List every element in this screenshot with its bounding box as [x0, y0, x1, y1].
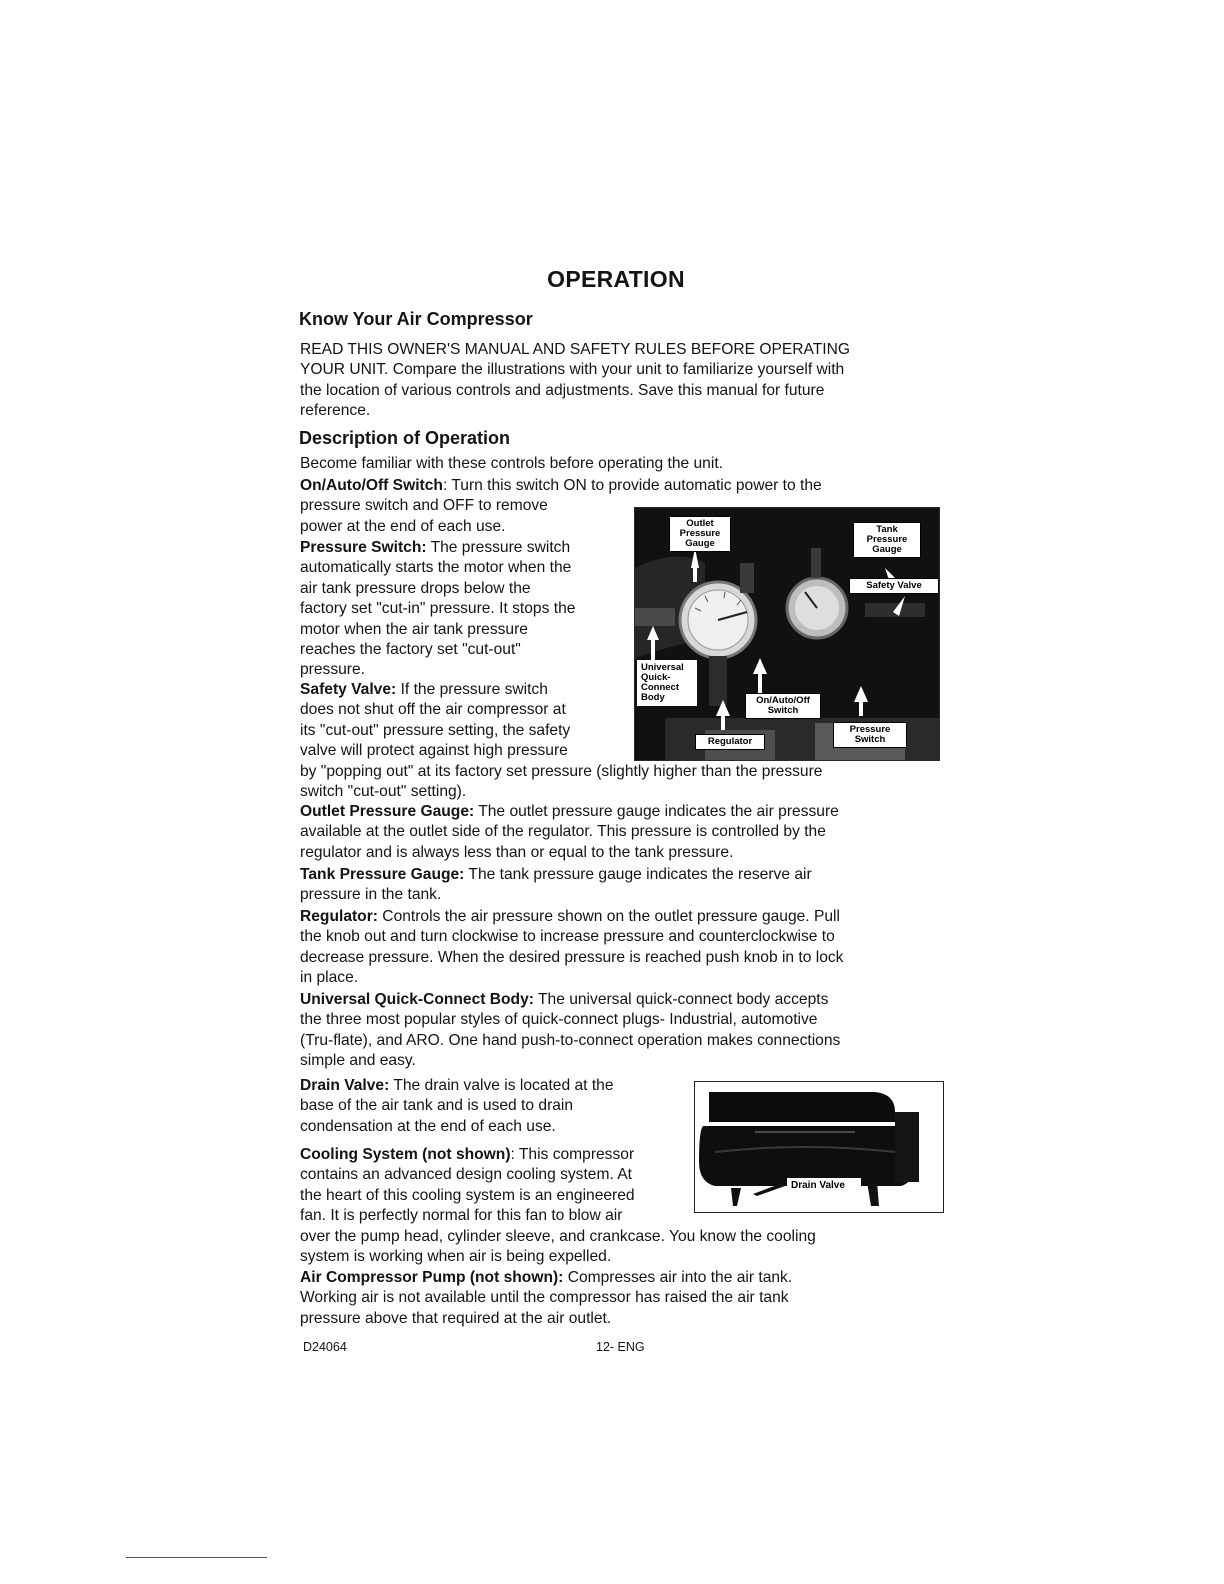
- regulator-paragraph: [300, 907, 843, 989]
- drain-valve-line: condensation at the end of each use.: [300, 1117, 556, 1135]
- safety-valve-line: switch "cut-out" setting).: [300, 783, 467, 801]
- callout-line: Gauge: [872, 544, 902, 555]
- callout-drain-valve: Drain Valve: [791, 1180, 845, 1191]
- pressure-switch-line: factory set "cut-in" pressure. It stops the: [300, 600, 576, 618]
- pressure-switch-line: automatically starts the motor when the: [300, 559, 572, 577]
- intro-line: the location of various controls and adjustments. Save this manual for future: [300, 381, 825, 399]
- pressure-switch-line: air tank pressure drops below the: [300, 579, 531, 597]
- drain-valve-paragraph: [300, 1076, 614, 1137]
- quick-connect-text: The universal quick-connect body accepts: [533, 991, 829, 1008]
- cooling-system-line: fan. It is perfectly normal for this fan to blow air: [300, 1207, 623, 1225]
- tank-gauge-line: pressure in the tank.: [300, 886, 442, 904]
- callout-line: On/Auto/Off: [756, 695, 810, 706]
- regulator-line: in place.: [300, 969, 359, 987]
- pressure-switch-paragraph: [300, 538, 575, 681]
- pump-line: Working air is not available until the compressor has raised the air tank: [300, 1289, 789, 1307]
- quick-connect-paragraph: [300, 990, 840, 1072]
- cooling-system-line: the heart of this cooling system is an engineered: [300, 1186, 635, 1204]
- callout-line: Switch: [767, 705, 799, 716]
- callout-line: Gauge: [685, 538, 715, 549]
- on-auto-off-text: : Turn this switch ON to provide automatic power to the: [442, 477, 822, 494]
- cooling-system-text: : This compressor: [510, 1146, 635, 1163]
- tank-gauge-paragraph: [300, 865, 812, 906]
- tank-gauge-text: The tank pressure gauge indicates the reserve air: [464, 866, 812, 883]
- compressor-top-icon: [709, 1092, 895, 1122]
- drain-valve-photo: [694, 1081, 944, 1213]
- callout-safety-valve: Safety Valve: [849, 578, 939, 594]
- callout-line: Pressure: [679, 528, 721, 539]
- outlet-gauge-term: Outlet Pressure Gauge:: [300, 803, 475, 820]
- callout-regulator: Regulator: [695, 734, 765, 750]
- air-tank-icon: [699, 1126, 915, 1186]
- callout-line: Connect: [641, 682, 679, 693]
- pump-line: pressure above that required at the air outlet.: [300, 1309, 612, 1327]
- quick-connect-line: (Tru-flate), and ARO. One hand push-to-connect operation makes connections: [300, 1031, 841, 1049]
- quick-connect-line: simple and easy.: [300, 1052, 416, 1070]
- callout-line: Pressure: [849, 724, 891, 735]
- callout-tank-pressure-gauge: [853, 522, 921, 558]
- outlet-gauge-line: regulator and is always less than or equal to the tank pressure.: [300, 843, 734, 861]
- pump-paragraph: [300, 1268, 792, 1329]
- callout-line: Body: [641, 692, 665, 703]
- cooling-system-line: system is working when air is being expelled.: [300, 1248, 612, 1266]
- outlet-gauge-line: available at the outlet side of the regulator. This pressure is controlled by the: [300, 823, 826, 841]
- callout-universal-quick-connect: [637, 660, 697, 706]
- safety-valve-line: does not shut off the air compressor at: [300, 701, 566, 719]
- regulator-text: Controls the air pressure shown on the outlet pressure gauge. Pull: [377, 908, 840, 925]
- pressure-switch-term: Pressure Switch:: [300, 539, 427, 556]
- section-heading-description: Description of Operation: [299, 428, 511, 448]
- section-heading-know-your-compressor: Know Your Air Compressor: [299, 309, 533, 329]
- callout-pressure-switch: [833, 722, 907, 748]
- document-code: D24064: [303, 1340, 347, 1354]
- drain-valve-photo-drawing: [695, 1082, 944, 1213]
- safety-valve-line: by "popping out" at its factory set pressure (slightly higher than the pressure: [300, 762, 823, 780]
- safety-valve-term: Safety Valve:: [300, 681, 397, 698]
- callout-line: Quick-: [641, 672, 671, 683]
- drain-valve-term: Drain Valve:: [300, 1077, 390, 1094]
- tank-gauge-term: Tank Pressure Gauge:: [300, 866, 465, 883]
- pressure-switch-line: pressure.: [300, 661, 366, 679]
- callout-line: Universal: [641, 662, 684, 673]
- outlet-gauge-text: The outlet pressure gauge indicates the air pressure: [474, 803, 839, 820]
- safety-valve-line: its "cut-out" pressure setting, the safety: [300, 721, 571, 739]
- intro-paragraph: [300, 340, 850, 422]
- cooling-system-line: over the pump head, cylinder sleeve, and crankcase. You know the cooling: [300, 1227, 816, 1245]
- callout-line: Pressure: [866, 534, 908, 545]
- on-auto-off-term: On/Auto/Off Switch: [300, 477, 443, 494]
- on-auto-off-line: pressure switch and OFF to remove: [300, 497, 548, 515]
- callout-line: Outlet: [686, 518, 714, 529]
- cooling-system-term: Cooling System (not shown): [300, 1146, 511, 1163]
- intro-line: reference.: [300, 402, 371, 420]
- callout-on-auto-off-switch: [745, 693, 821, 719]
- safety-valve-line: valve will protect against high pressure: [300, 742, 568, 760]
- controls-photo: [634, 507, 940, 761]
- on-auto-off-line: power at the end of each use.: [300, 517, 506, 535]
- drain-valve-line: base of the air tank and is used to drain: [300, 1097, 574, 1115]
- pressure-switch-line: reaches the factory set "cut-out": [300, 641, 521, 659]
- outlet-gauge-paragraph: [300, 802, 839, 863]
- callout-outlet-pressure-gauge: [669, 516, 731, 552]
- callout-line: Switch: [854, 734, 886, 745]
- pressure-switch-line: motor when the air tank pressure: [300, 620, 528, 638]
- pump-text: Compresses air into the air tank.: [563, 1269, 793, 1286]
- quick-connect-line: the three most popular styles of quick-connect plugs- Industrial, automotive: [300, 1011, 818, 1029]
- regulator-term: Regulator:: [300, 908, 378, 925]
- regulator-line: decrease pressure. When the desired pressure is reached push knob in to lock: [300, 948, 844, 966]
- regulator-line: the knob out and turn clockwise to increase pressure and counterclockwise to: [300, 928, 835, 946]
- safety-valve-text: If the pressure switch: [396, 681, 548, 698]
- footnote-rule: [126, 1557, 267, 1558]
- pump-term: Air Compressor Pump (not shown):: [300, 1269, 564, 1286]
- page-number: 12- ENG: [596, 1340, 645, 1354]
- cooling-system-line: contains an advanced design cooling system. At: [300, 1166, 633, 1184]
- page-title: OPERATION: [547, 266, 685, 292]
- pressure-switch-text: The pressure switch: [426, 539, 571, 556]
- intro-line: READ THIS OWNER'S MANUAL AND SAFETY RULES BEFORE OPERATING: [300, 341, 851, 358]
- description-intro: Become familiar with these controls before operating the unit.: [300, 455, 723, 472]
- intro-line: YOUR UNIT. Compare the illustrations with your unit to familiarize yourself with: [300, 361, 845, 379]
- callout-line: Tank: [876, 524, 898, 535]
- drain-valve-text: The drain valve is located at the: [389, 1077, 614, 1094]
- quick-connect-term: Universal Quick-Connect Body:: [300, 991, 534, 1008]
